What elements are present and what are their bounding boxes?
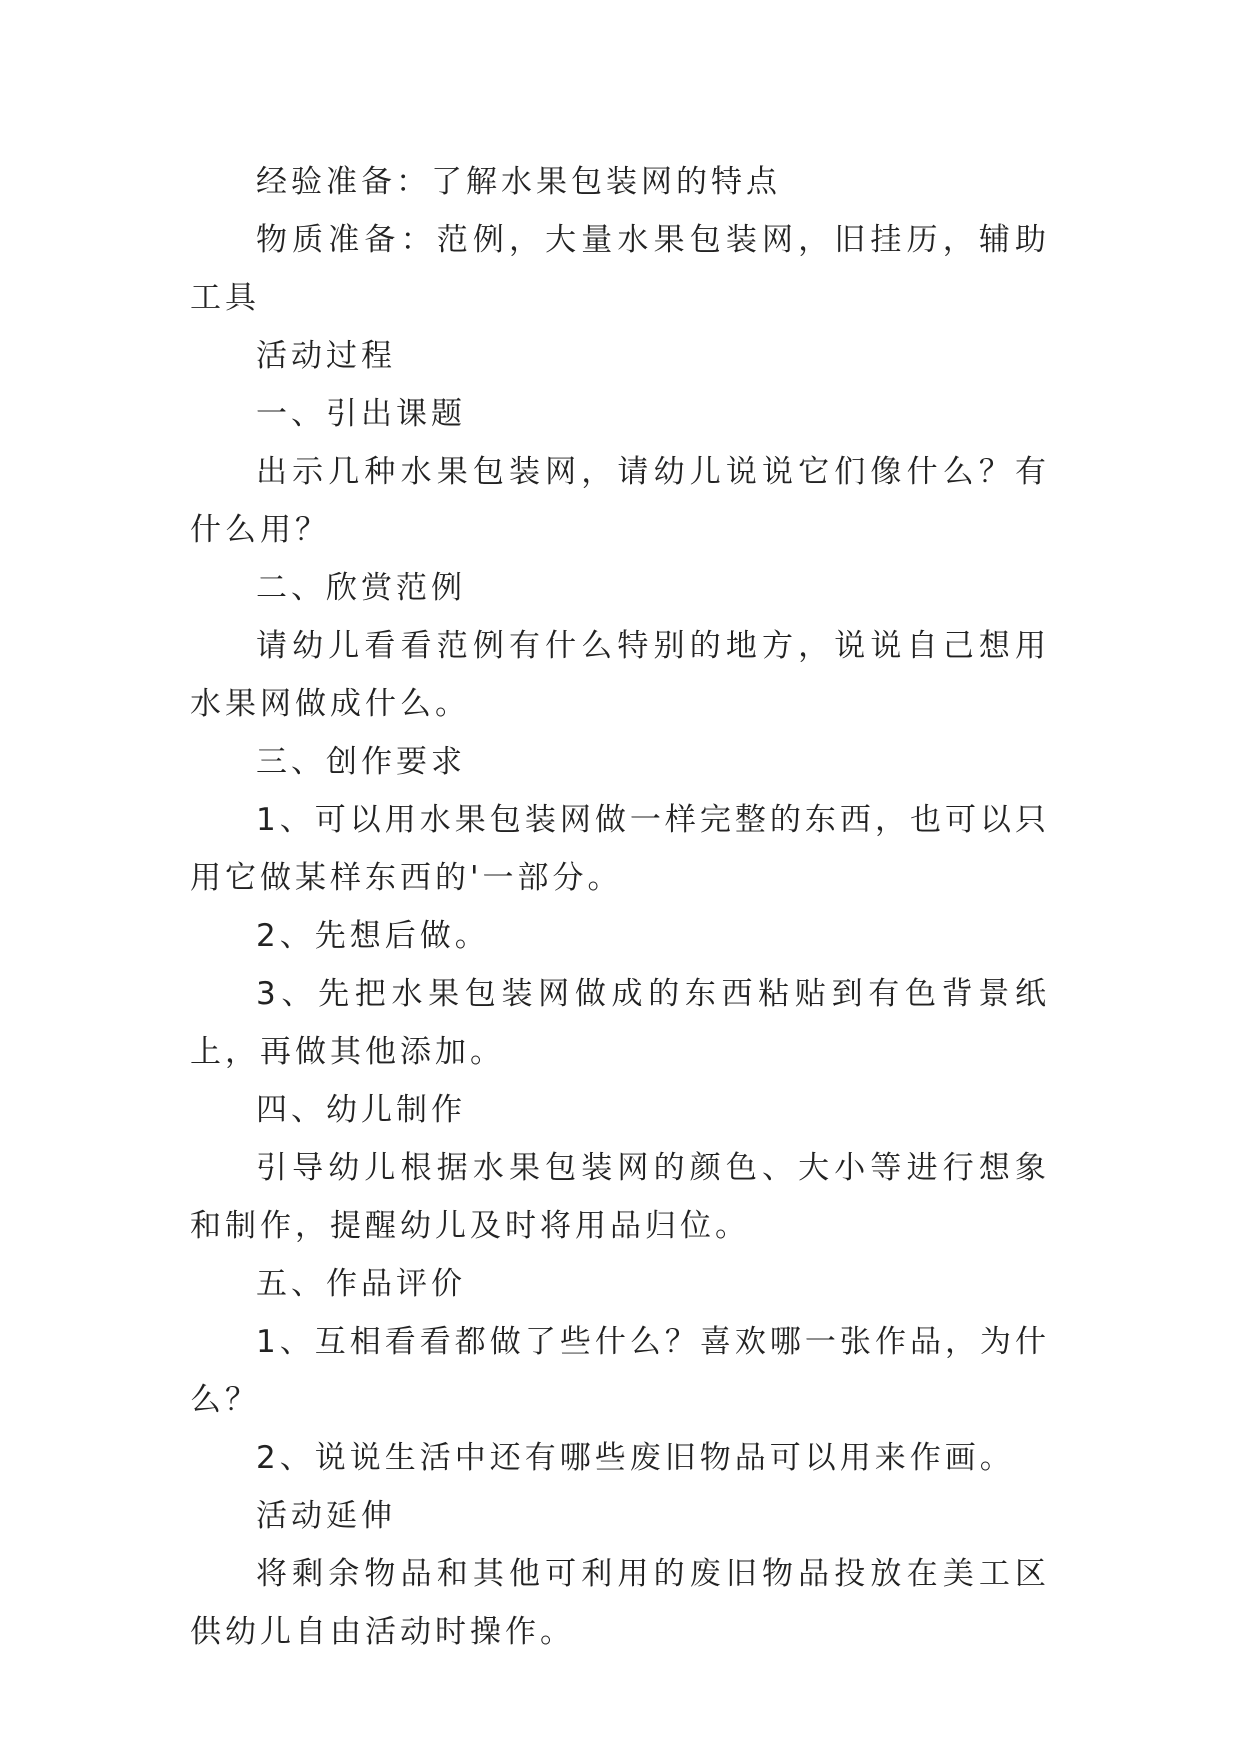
heading-section-2: 二、欣赏范例 [256,570,466,606]
heading-section-1: 一、引出课题 [256,396,466,432]
list-item-requirement-2: 2、先想后做。 [256,918,490,954]
heading-section-5: 五、作品评价 [256,1266,466,1302]
paragraph-section-2: 请幼儿看看范例有什么特别的地方，说说自己想用水果网做成什么。 [190,628,1050,722]
paragraph-section-1: 出示几种水果包装网，请幼儿说说它们像什么？有什么用？ [190,454,1050,548]
heading-section-3: 三、创作要求 [256,744,466,780]
list-item-requirement-1: 1、可以用水果包装网做一样完整的东西，也可以只用它做某样东西的'一部分。 [190,802,1050,896]
list-item-requirement-3: 3、先把水果包装网做成的东西粘贴到有色背景纸上，再做其他添加。 [190,976,1050,1070]
heading-activity-process: 活动过程 [256,338,396,374]
document-body [190,153,1050,1661]
paragraph-activity-extension: 将剩余物品和其他可利用的废旧物品投放在美工区供幼儿自由活动时操作。 [190,1556,1050,1650]
list-item-evaluation-1: 1、互相看看都做了些什么？喜欢哪一张作品，为什么？ [190,1324,1050,1418]
paragraph-section-4: 引导幼儿根据水果包装网的颜色、大小等进行想象和制作，提醒幼儿及时将用品归位。 [190,1150,1050,1244]
heading-activity-extension: 活动延伸 [256,1498,396,1534]
paragraph-material-prep: 物质准备：范例，大量水果包装网，旧挂历，辅助工具 [190,222,1050,316]
paragraph-experience-prep: 经验准备：了解水果包装网的特点 [256,164,781,200]
list-item-evaluation-2: 2、说说生活中还有哪些废旧物品可以用来作画。 [256,1440,1015,1476]
heading-section-4: 四、幼儿制作 [256,1092,466,1128]
